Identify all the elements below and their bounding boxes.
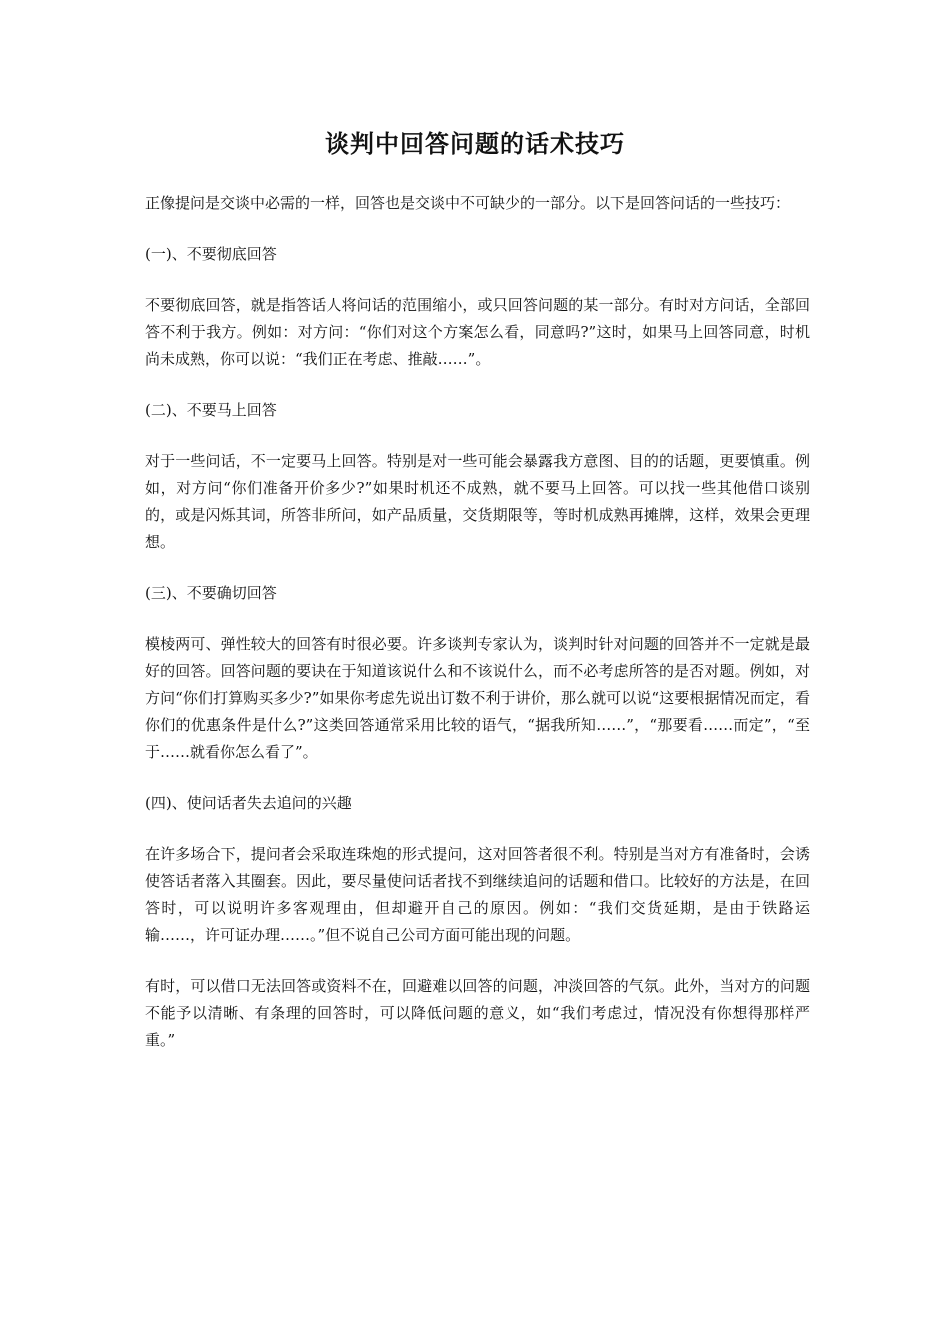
- section-3-paragraph-1: 模棱两可、弹性较大的回答有时很必要。许多谈判专家认为，谈判时针对问题的回答并不一定就是最好的回答。回答问题的要诀在于知道该说什么和不该说什么，而不必考虑所答的是否对题。例如，对方问“你们打算购买多少?”如果你考虑先说出订数不利于讲价，那么就可以说“这要根据情况而定，看你们的优惠条件是什么?”这类回答通常采用比较的语气，“据我所知……”，“那要看……而定”，“至于……就看你怎么看了”。: [145, 635, 810, 761]
- section-1-paragraph-1: 不要彻底回答，就是指答话人将问话的范围缩小，或只回答问题的某一部分。有时对方问话，全部回答不利于我方。例如：对方问：“你们对这个方案怎么看，同意吗?”这时，如果马上回答同意，时机尚未成熟，你可以说：“我们正在考虑、推敲……”。: [145, 296, 810, 368]
- section-2-paragraph-1: 对于一些问话，不一定要马上回答。特别是对一些可能会暴露我方意图、目的的话题，更要慎重。例如，对方问“你们准备开价多少?”如果时机还不成熟，就不要马上回答。可以找一些其他借口谈别的，或是闪烁其词，所答非所问，如产品质量，交货期限等，等时机成熟再摊牌，这样，效果会更理想。: [145, 452, 810, 551]
- section-heading-2: (二)、不要马上回答: [145, 401, 277, 419]
- section-heading-4: (四)、使问话者失去追问的兴趣: [145, 794, 352, 812]
- document-body: [145, 190, 810, 1078]
- section-heading-3: (三)、不要确切回答: [145, 584, 277, 602]
- section-4-paragraph-2: 有时，可以借口无法回答或资料不在，回避难以回答的问题，冲淡回答的气氛。此外，当对方的问题不能予以清晰、有条理的回答时，可以降低问题的意义，如“我们考虑过，情况没有你想得那样严重。”: [145, 977, 810, 1049]
- document-title: 谈判中回答问题的话术技巧: [325, 129, 625, 158]
- intro-paragraph: 正像提问是交谈中必需的一样，回答也是交谈中不可缺少的一部分。以下是回答问话的一些技巧：: [145, 194, 791, 212]
- section-heading-1: (一)、不要彻底回答: [145, 245, 277, 263]
- section-4-paragraph-1: 在许多场合下，提问者会采取连珠炮的形式提问，这对回答者很不利。特别是当对方有准备时，会诱使答话者落入其圈套。因此，要尽量使问话者找不到继续追问的话题和借口。比较好的方法是，在回答时，可以说明许多客观理由，但却避开自己的原因。例如：“我们交货延期，是由于铁路运输……，许可证办理……。”但不说自己公司方面可能出现的问题。: [145, 845, 810, 944]
